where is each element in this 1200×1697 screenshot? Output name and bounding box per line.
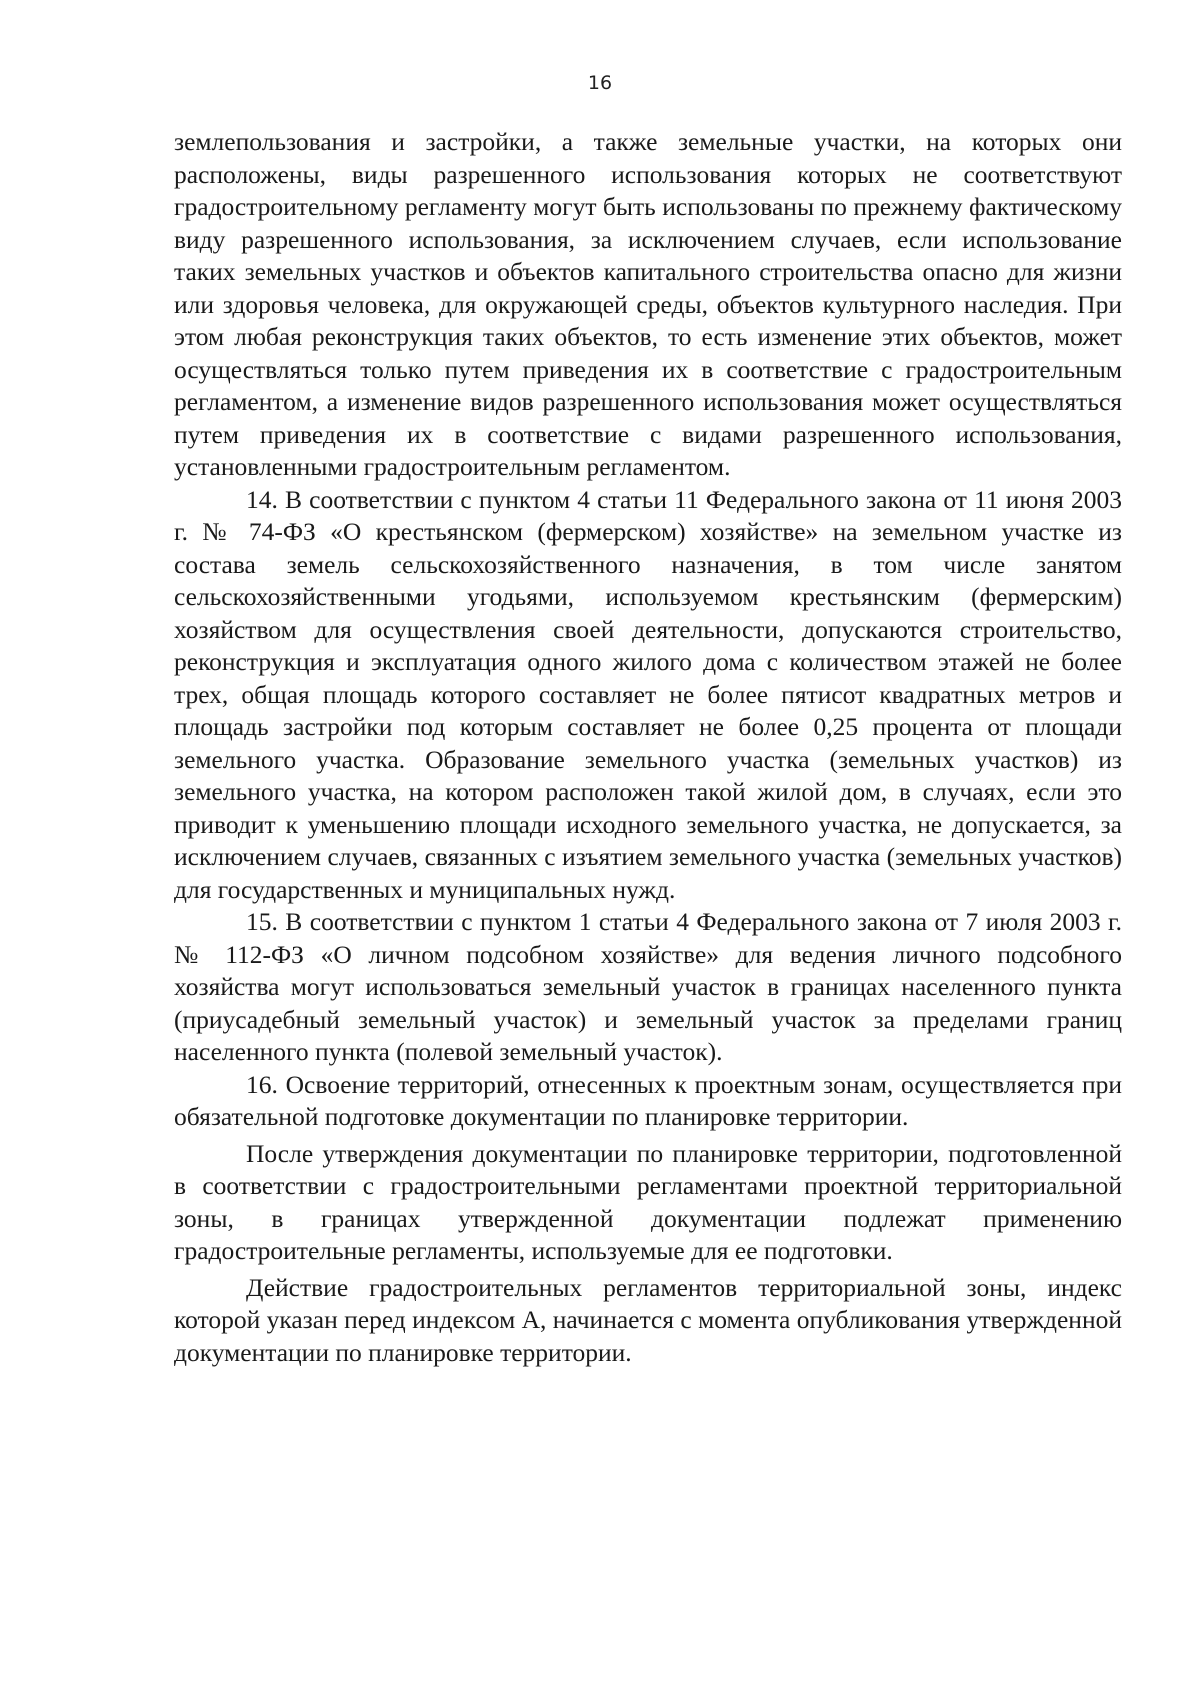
paragraph-item-14: 14. В соответствии с пунктом 4 статьи 11 Федерального закона от 11 июня 2003 г. № 74-ФЗ «О крестьянском (фермерском) хозяйстве» на земельном участке из состава земель сельскохозяйственного назначения, в том числе занятом сельскохозяйственными угодьями, используемом крестьянским (фермерским) хозяйством для осуществления своей деятельности, допускаются строительство, реконструкция и эксплуатация одного жилого дома с количеством этажей не более трех, общая площадь которого составляет не более пятисот квадратных метров и площадь застройки под которым составляет не более 0,25 процента от площади земельного участка. Образование земельного участка (земельных участков) из земельного участка, на котором расположен такой жилой дом, в случаях, если это приводит к уменьшению площади исходного земельного участка, не допускается, за исключением случаев, связанных с изъятием земельного участка (земельных участков) для государственных и муниципальных нужд.	[174, 484, 1122, 904]
paragraph-after-approval: После утверждения документации по планировке территории, подготовленной в соответствии с градостроительными регламентами проектной территориальной зоны, в границах утвержденной документации подлежат применению градостроительные регламенты, используемые для ее подготовки.	[174, 1138, 1122, 1265]
paragraph-item-16: 16. Освоение территорий, отнесенных к проектным зонам, осуществляется при обязательной подготовке документации по планировке территории.	[174, 1069, 1122, 1131]
paragraph-regulation-effect: Действие градостроительных регламентов территориальной зоны, индекс которой указан перед индексом А, начинается с момента опубликования утвержденной документации по планировке территории.	[174, 1272, 1122, 1367]
page-number: 16	[587, 72, 613, 94]
document-body	[174, 126, 1122, 1369]
paragraph-continuation: землепользования и застройки, а также земельные участки, на которых они расположены, виды разрешенного использования которых не соответствуют градостроительному регламенту могут быть использованы по прежнему фактическому виду разрешенного использования, за исключением случаев, если использование таких земельных участков и объектов капитального строительства опасно для жизни или здоровья человека, для окружающей среды, объектов культурного наследия. При этом любая реконструкция таких объектов, то есть изменение этих объектов, может осуществляться только путем приведения их в соответствие с градостроительным регламентом, а изменение видов разрешенного использования может осуществляться путем приведения их в соответствие с видами разрешенного использования, установленными градостроительным регламентом.	[174, 127, 1122, 481]
paragraph-item-15: 15. В соответствии с пунктом 1 статьи 4 Федерального закона от 7 июля 2003 г. № 112-ФЗ «О личном подсобном хозяйстве» для ведения личного подсобного хозяйства могут использоваться земельный участок в границах населенного пункта (приусадебный земельный участок) и земельный участок за пределами границ населенного пункта (полевой земельный участок).	[174, 907, 1122, 1066]
